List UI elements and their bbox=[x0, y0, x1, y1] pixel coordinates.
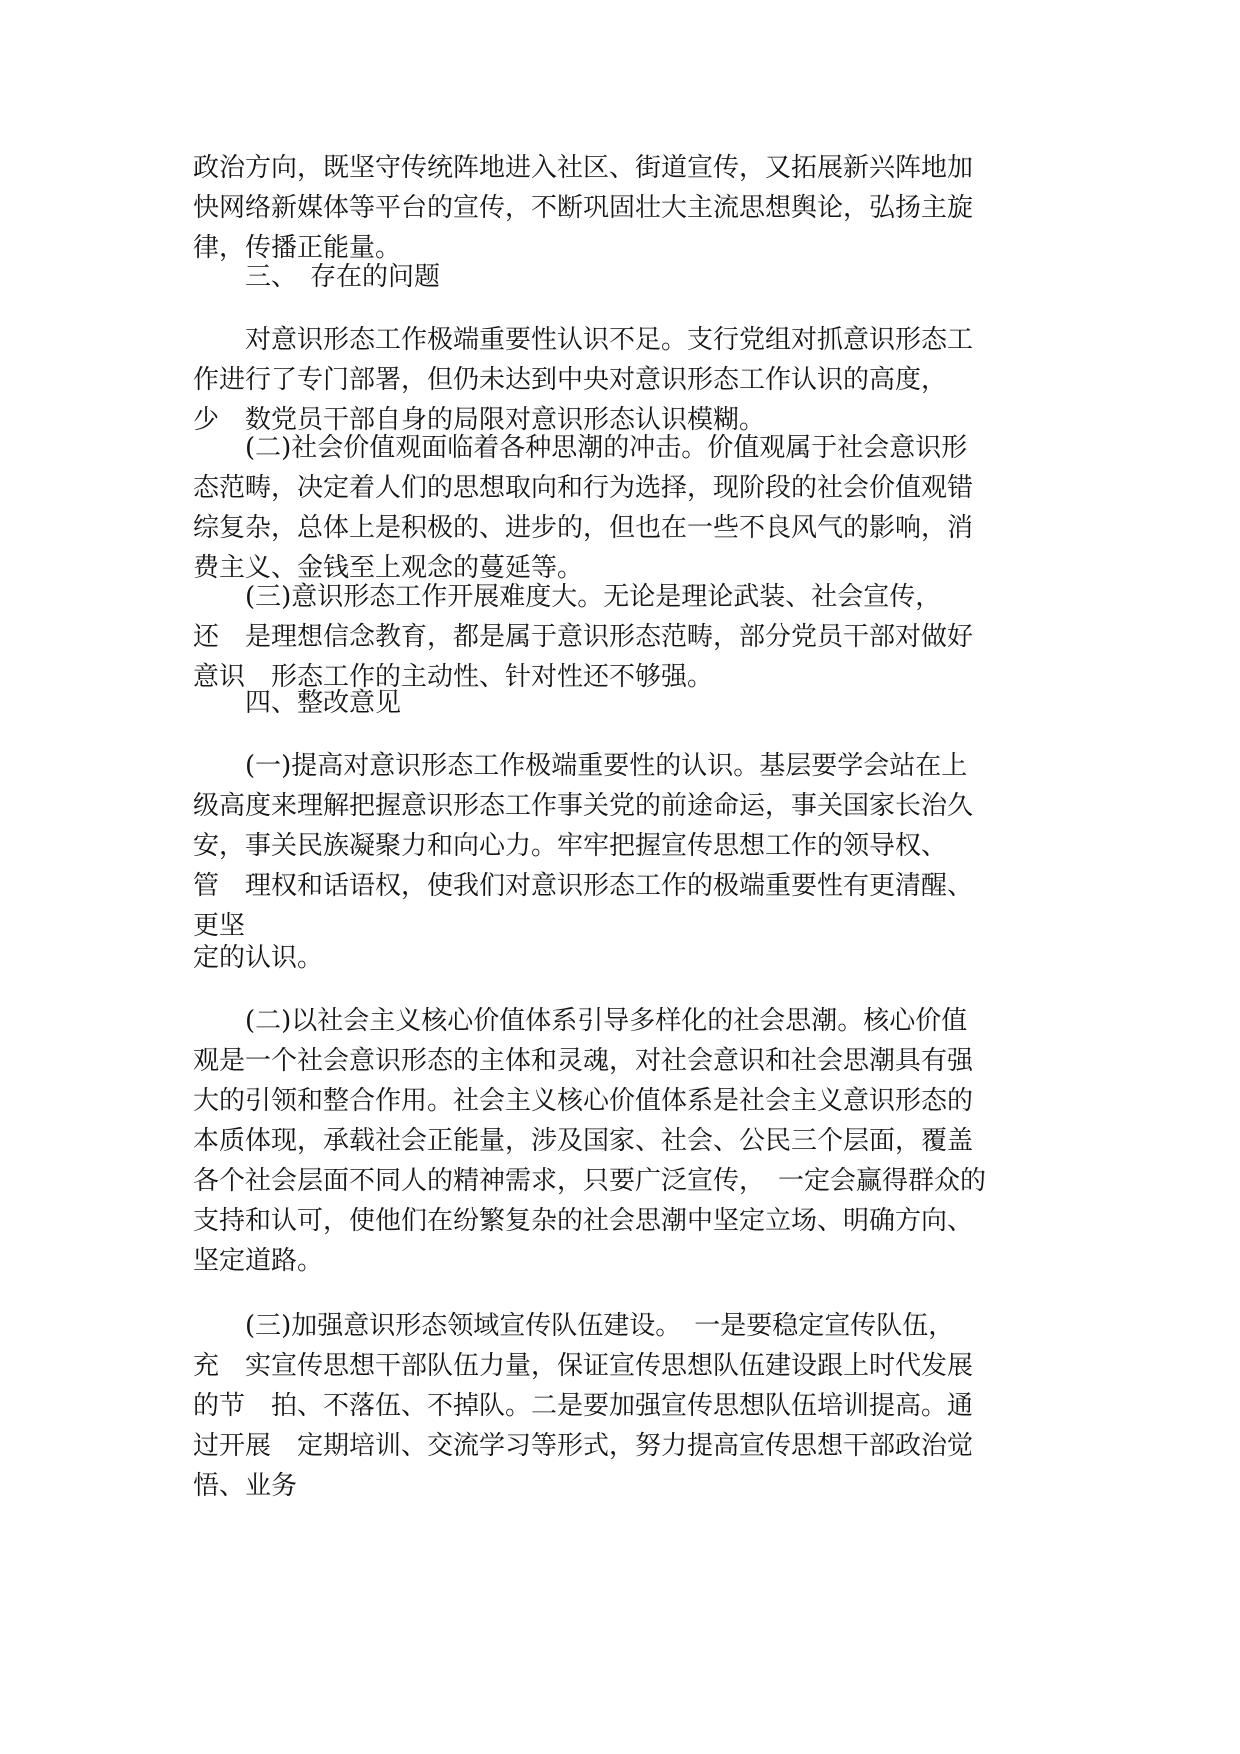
text-line: (三)意识形态工作开展难度大。无论是理论武装、社会宣传， bbox=[193, 582, 942, 612]
text-line: 坚定道路。 bbox=[193, 1246, 324, 1276]
text-line: 少 数党员干部自身的局限对意识形态认识模糊。 bbox=[193, 405, 766, 435]
text-line: 充 实宣传思想干部队伍力量，保证宣传思想队伍建设跟上时代发展 bbox=[193, 1351, 974, 1381]
text-line: (二)社会价值观面临着各种思潮的冲击。价值观属于社会意识形 bbox=[193, 433, 968, 463]
section-heading-existing-problems bbox=[193, 257, 1053, 297]
text-line: 律，传播正能量。 bbox=[193, 233, 402, 263]
text-line: 态范畴，决定着人们的思想取向和行为选择，现阶段的社会价值观错 bbox=[193, 473, 974, 503]
text-line: 级高度来理解把握意识形态工作事关党的前途命运，事关国家长治久 bbox=[193, 791, 974, 821]
text-line: 本质体现，承载社会正能量，涉及国家、社会、公民三个层面，覆盖 bbox=[193, 1126, 974, 1156]
text-line: 管 理权和话语权，使我们对意识形态工作的极端重要性有更清醒、 bbox=[193, 871, 974, 901]
paragraph-rectification-1 bbox=[193, 746, 1053, 946]
text-line: 费主义、金钱至上观念的蔓延等。 bbox=[193, 553, 584, 583]
text-line: 安，事关民族凝聚力和向心力。牢牢把握宣传思想工作的领导权、 bbox=[193, 831, 948, 861]
section-heading-rectification bbox=[193, 683, 1053, 723]
text-line: 观是一个社会意识形态的主体和灵魂，对社会意识和社会思潮具有强 bbox=[193, 1046, 974, 1076]
text-line: (一)提高对意识形态工作极端重要性的认识。基层要学会站在上 bbox=[193, 751, 968, 781]
text-line: 作进行了专门部署，但仍未达到中央对意识形态工作认识的高度， bbox=[193, 365, 948, 395]
paragraph-rectification-3 bbox=[193, 1306, 1053, 1506]
text-line: 综复杂，总体上是积极的、进步的，但也在一些不良风气的影响，消 bbox=[193, 513, 974, 543]
text-line: 大的引领和整合作用。社会主义核心价值体系是社会主义意识形态的 bbox=[193, 1086, 974, 1116]
text-line: 意识 形态工作的主动性、针对性还不够强。 bbox=[193, 662, 714, 692]
text-line: 过开展 定期培训、交流学习等形式，努力提高宣传思想干部政治觉 bbox=[193, 1431, 974, 1461]
heading-text: 四、整改意见 bbox=[193, 688, 402, 718]
paragraph-rectification-2 bbox=[193, 1001, 1053, 1281]
text-line: 快网络新媒体等平台的宣传，不断巩固壮大主流思想舆论，弘扬主旋 bbox=[193, 193, 974, 223]
paragraph-problem-3 bbox=[193, 577, 1053, 697]
text-line: 政治方向，既坚守传统阵地进入社区、街道宣传，又拓展新兴阵地加 bbox=[193, 153, 974, 183]
text-line: 对意识形态工作极端重要性认识不足。支行党组对抓意识形态工 bbox=[193, 325, 974, 355]
text-line: 的节 拍、不落伍、不掉队。二是要加强宣传思想队伍培训提高。通 bbox=[193, 1391, 974, 1421]
paragraph-problem-2 bbox=[193, 428, 1053, 588]
text-line: 还 是理想信念教育，都是属于意识形态范畴，部分党员干部对做好 bbox=[193, 622, 974, 652]
text-line: (二)以社会主义核心价值体系引导多样化的社会思潮。核心价值 bbox=[193, 1006, 968, 1036]
paragraph-problem-1 bbox=[193, 320, 1053, 440]
heading-text: 三、 存在的问题 bbox=[193, 262, 441, 292]
text-line: 更坚 bbox=[193, 911, 246, 941]
text-line: 定的认识。 bbox=[193, 943, 324, 973]
text-line: (三)加强意识形态领域宣传队伍建设。 一是要稳定宣传队伍， bbox=[193, 1311, 955, 1341]
paragraph-continuation bbox=[193, 938, 1053, 978]
paragraph-propaganda-direction bbox=[193, 148, 1053, 268]
text-line: 支持和认可，使他们在纷繁复杂的社会思潮中坚定立场、明确方向、 bbox=[193, 1206, 974, 1236]
text-line: 各个社会层面不同人的精神需求，只要广泛宣传， 一定会赢得群众的 bbox=[193, 1166, 987, 1196]
text-line: 悟、业务 bbox=[193, 1471, 298, 1501]
